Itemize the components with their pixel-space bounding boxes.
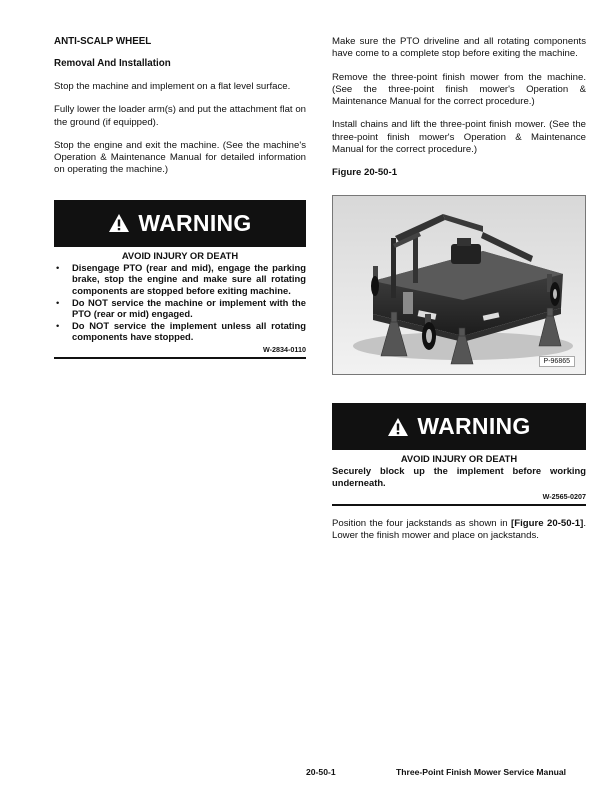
jackstand-instruction bbox=[332, 518, 586, 543]
paragraph: Install chains and lift the three-point finish mower. (See the three-point finish mower's Operation & Maintenance Manual for the correct procedure.) bbox=[332, 119, 586, 156]
mower-illustration bbox=[333, 196, 585, 374]
figure-reference[interactable]: [Figure 20-50-1] bbox=[511, 518, 584, 529]
warning-bullet: • Do NOT service the machine or implement with the PTO (rear or mid) engaged. bbox=[54, 297, 306, 320]
warning-triangle-icon bbox=[108, 213, 130, 233]
instruction-text: Position the four jackstands as shown in bbox=[332, 518, 512, 529]
left-column bbox=[54, 36, 306, 359]
manual-title: Three-Point Finish Mower Service Manual bbox=[396, 767, 566, 777]
photo-code: P-96865 bbox=[539, 356, 575, 367]
warning-banner bbox=[332, 403, 586, 450]
warning-text: Securely block up the implement before working underneath. bbox=[332, 465, 586, 488]
paragraph: Remove the three-point finish mower from the machine. (See the three-point finish mower's Operation & Maintenance Manual for the correct procedure.) bbox=[332, 71, 586, 108]
warning-bottom-rule bbox=[54, 357, 306, 359]
warning-bullet-list bbox=[54, 262, 306, 343]
warning-triangle-icon bbox=[387, 417, 409, 437]
warning-title: WARNING bbox=[138, 209, 252, 236]
mower-on-jackstands-photo bbox=[332, 195, 586, 375]
warning-title: WARNING bbox=[417, 413, 531, 439]
warning-code: W-2834-0110 bbox=[262, 344, 306, 354]
section-subheading: Removal And Installation bbox=[54, 58, 171, 69]
warning-bottom-rule bbox=[332, 504, 586, 506]
paragraph: Fully lower the loader arm(s) and put the attachment flat on the ground (if equipped). bbox=[54, 104, 306, 128]
warning-subtitle: AVOID INJURY OR DEATH bbox=[121, 249, 239, 261]
warning-banner bbox=[54, 200, 306, 247]
paragraph: Make sure the PTO driveline and all rotating components have come to a complete stop before exiting the machine. bbox=[332, 36, 586, 60]
warning-subtitle: AVOID INJURY OR DEATH bbox=[400, 453, 518, 464]
section-heading: ANTI-SCALP WHEEL bbox=[54, 36, 152, 47]
right-warning bbox=[332, 403, 586, 506]
warning-code: W-2565-0207 bbox=[542, 491, 586, 501]
page-number: 20-50-1 bbox=[306, 767, 336, 777]
figure-label: Figure 20-50-1 bbox=[332, 167, 398, 179]
warning-bullet: • Disengage PTO (rear and mid), engage the parking brake, stop the engine and make sure all rotating components are stopped before exiting machine. bbox=[54, 262, 306, 297]
warning-bullet: • Do NOT service the implement unless all rotating components have stopped. bbox=[54, 320, 306, 343]
instruction-text-end: . Lower the finish mower and place on jackstands. bbox=[332, 518, 586, 542]
right-column bbox=[332, 36, 586, 178]
paragraph: Stop the machine and implement on a flat level surface. bbox=[54, 81, 291, 92]
paragraph: Stop the engine and exit the machine. (See the machine's Operation & Maintenance Manual for detailed information on operating the machine.) bbox=[54, 139, 306, 176]
